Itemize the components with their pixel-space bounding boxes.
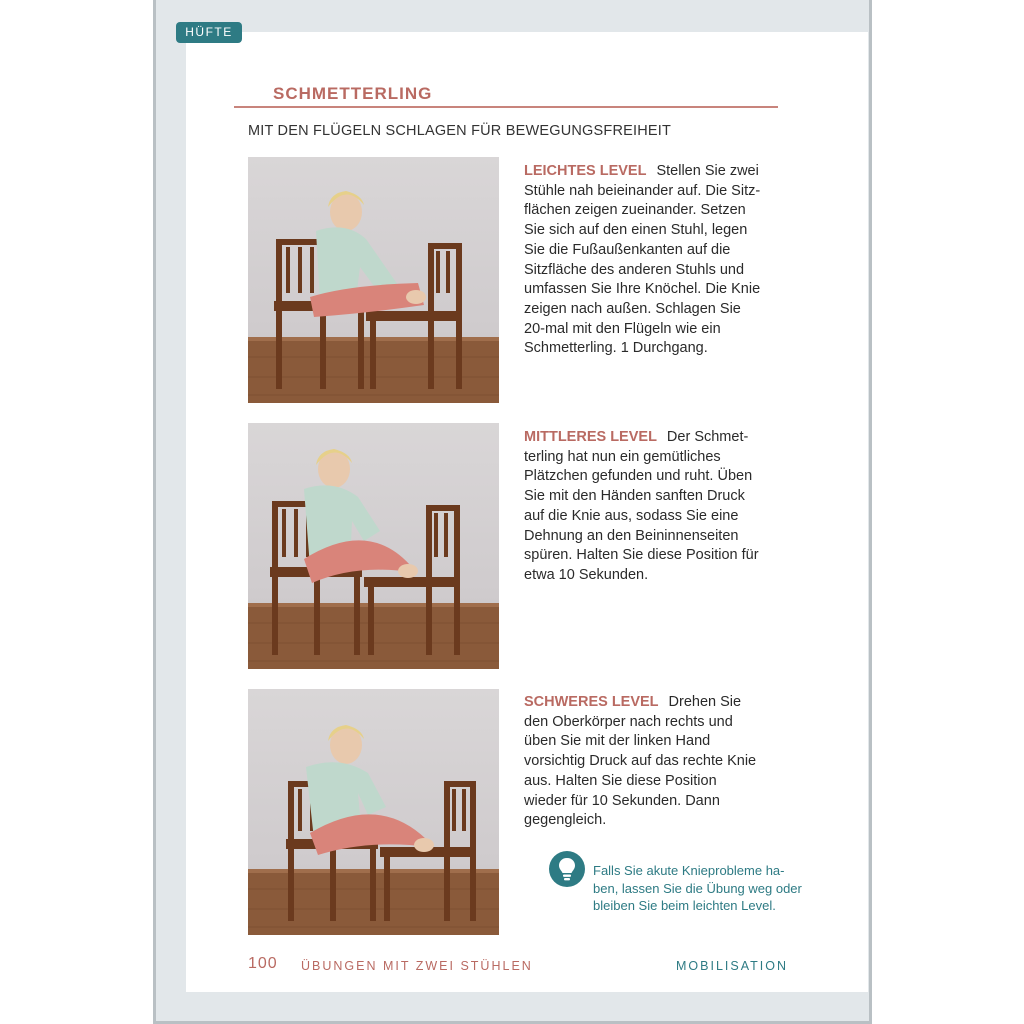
level-medium-line: Plätzchen gefunden und ruht. Üben: [524, 468, 753, 485]
level-hard-line: vorsichtig Druck auf das rechte Knie: [524, 753, 757, 770]
footer-section: MOBILISATION: [676, 959, 788, 973]
level-easy-line: zeigen nach außen. Schlagen Sie: [524, 300, 741, 317]
level-easy-line: Stellen Sie zwei: [656, 163, 759, 179]
exercise-photo-easy: [248, 157, 499, 403]
level-medium-line: terling hat nun ein gemütliches: [524, 448, 721, 465]
exercise-photo-medium-illustration: [248, 423, 499, 669]
level-easy-text: [524, 162, 780, 359]
level-medium-line: Sie mit den Händen sanften Druck: [524, 488, 745, 505]
page-number: 100: [248, 955, 278, 972]
exercise-photo-hard: [248, 689, 499, 935]
section-tab: HÜFTE: [176, 22, 242, 43]
tip-line: bleiben Sie beim leichten Level.: [593, 898, 776, 913]
level-easy-line: 20-mal mit den Flügeln wie ein: [524, 320, 721, 337]
level-medium-line: auf die Knie aus, sodass Sie eine: [524, 507, 739, 524]
tip-text: [593, 862, 825, 915]
level-medium-line: Der Schmet-: [666, 429, 749, 445]
page-title: SCHMETTERLING: [273, 84, 433, 103]
level-easy-line: umfassen Sie Ihre Knöchel. Die Knie: [524, 281, 761, 298]
level-hard-label: SCHWERES LEVEL: [524, 694, 659, 710]
exercise-photo-hard-illustration: [248, 689, 499, 935]
level-easy-line: Sie sich auf den einen Stuhl, legen: [524, 222, 748, 239]
level-medium-line: Dehnung an den Beininnenseiten: [524, 527, 739, 544]
level-medium-line: etwa 10 Sekunden.: [524, 566, 649, 583]
level-medium-text: [524, 428, 780, 586]
level-hard-line: Drehen Sie: [668, 694, 742, 710]
level-easy-line: flächen zeigen zueinander. Setzen: [524, 202, 746, 219]
level-easy-label: LEICHTES LEVEL: [524, 163, 647, 179]
level-medium-label: MITTLERES LEVEL: [524, 429, 657, 445]
level-hard-line: gegengleich.: [524, 812, 607, 829]
footer-chapter: ÜBUNGEN MIT ZWEI STÜHLEN: [301, 959, 533, 973]
level-hard-line: üben Sie mit der linken Hand: [524, 733, 711, 750]
tip-line: Falls Sie akute Knieprobleme ha-: [593, 863, 785, 878]
exercise-photo-medium: [248, 423, 499, 669]
level-hard-line: aus. Halten Sie diese Position: [524, 772, 717, 789]
level-easy-line: Sie die Fußaußenkanten auf die: [524, 241, 731, 258]
page-subtitle: MIT DEN FLÜGELN SCHLAGEN FÜR BEWEGUNGSFREIHEIT: [248, 123, 672, 139]
exercise-photo-easy-illustration: [248, 157, 499, 403]
level-hard-line: wieder für 10 Sekunden. Dann: [524, 792, 720, 809]
tip-line: ben, lassen Sie die Übung weg oder: [593, 880, 802, 896]
level-medium-line: spüren. Halten Sie diese Position für: [524, 547, 759, 564]
level-hard-line: den Oberkörper nach rechts und: [524, 713, 733, 730]
level-hard-text: [524, 693, 780, 831]
title-divider: [234, 106, 778, 108]
lightbulb-icon: [549, 851, 585, 887]
level-easy-line: Sitzfläche des anderen Stuhls und: [524, 261, 745, 278]
level-easy-line: Stühle nah beieinander auf. Die Sitz-: [524, 182, 761, 199]
level-easy-line: Schmetterling. 1 Durchgang.: [524, 340, 708, 357]
